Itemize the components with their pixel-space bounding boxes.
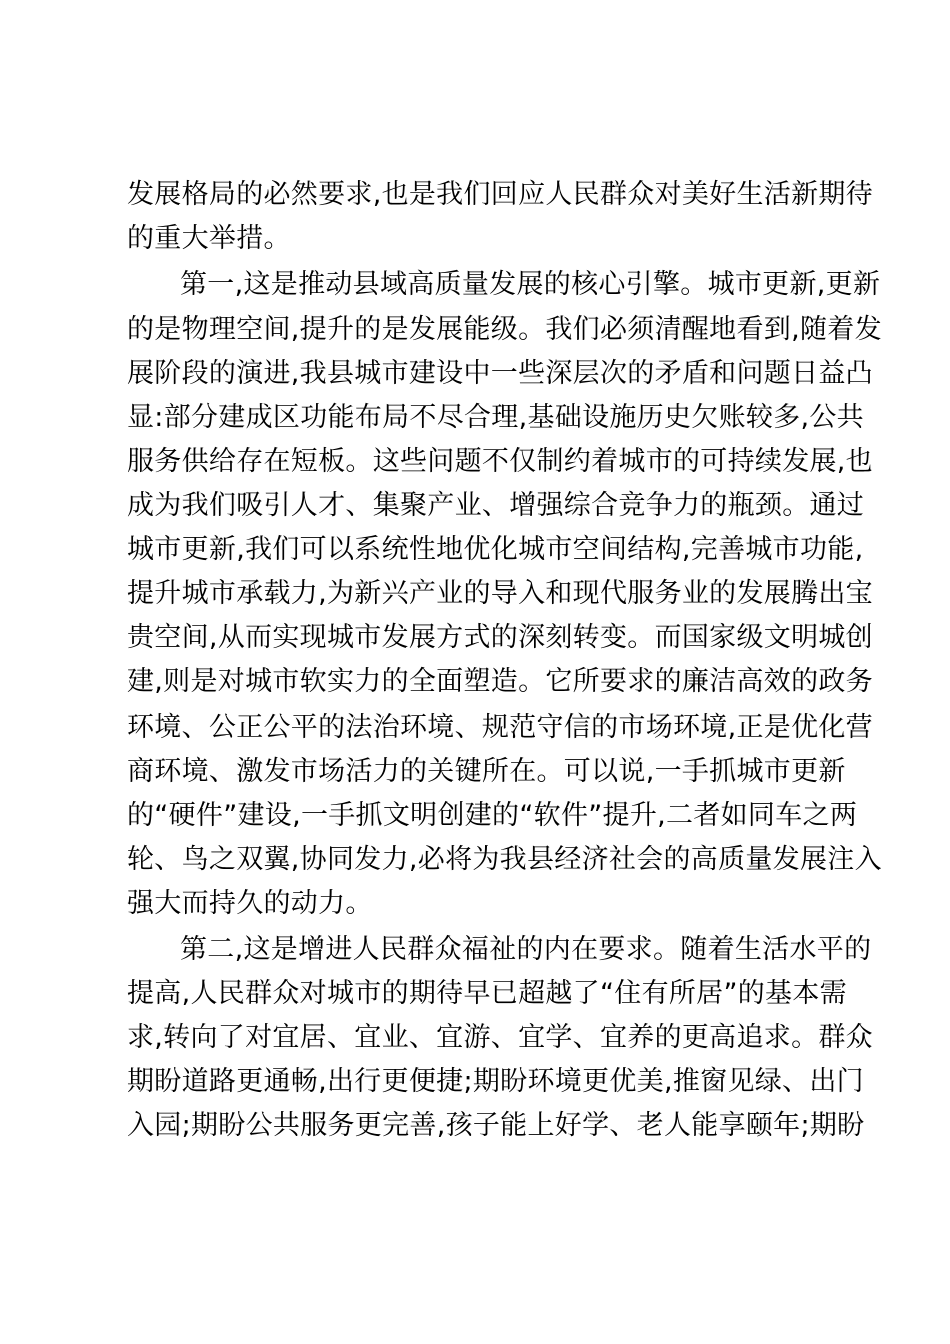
text-line: 强大而持久的动力。	[127, 888, 373, 919]
text-line: 的重大举措。	[127, 223, 291, 254]
text-line: 成为我们吸引人才、集聚产业、增强综合竞争力的瓶颈。通过	[127, 490, 865, 521]
text-line: 发展格局的必然要求,也是我们回应人民群众对美好生活新期待	[127, 179, 873, 210]
text-line: 期盼道路更通畅,出行更便捷;期盼环境更优美,推窗见绿、出门	[127, 1066, 864, 1097]
text-line: 的是物理空间,提升的是发展能级。我们必须清醒地看到,随着发	[127, 314, 882, 345]
text-line: 提升城市承载力,为新兴产业的导入和现代服务业的发展腾出宝	[127, 578, 873, 609]
text-line: 的“硬件”建设,一手抓文明创建的“软件”提升,二者如同车之两	[127, 800, 858, 831]
paragraph-first-line: 第二,这是增进人民群众福祉的内在要求。随着生活水平的	[180, 934, 872, 965]
text-line: 服务供给存在短板。这些问题不仅制约着城市的可持续发展,也	[127, 446, 873, 477]
text-line: 轮、鸟之双翼,协同发力,必将为我县经济社会的高质量发展注入	[127, 844, 882, 875]
text-line: 建,则是对城市软实力的全面塑造。它所要求的廉洁高效的政务	[127, 666, 873, 697]
text-line: 提高,人民群众对城市的期待早已超越了“住有所居”的基本需	[127, 978, 847, 1009]
text-line: 环境、公正公平的法治环境、规范守信的市场环境,正是优化营	[127, 712, 873, 743]
paragraph-first-line: 第一,这是推动县域高质量发展的核心引擎。城市更新,更新	[180, 269, 881, 300]
text-line: 入园;期盼公共服务更完善,孩子能上好学、老人能享颐年;期盼	[127, 1110, 865, 1141]
text-line: 商环境、激发市场活力的关键所在。可以说,一手抓城市更新	[127, 756, 846, 787]
text-line: 展阶段的演进,我县城市建设中一些深层次的矛盾和问题日益凸	[127, 358, 873, 389]
text-line: 求,转向了对宜居、宜业、宜游、宜学、宜养的更高追求。群众	[127, 1022, 873, 1053]
text-line: 城市更新,我们可以系统性地优化城市空间结构,完善城市功能,	[127, 534, 864, 565]
text-line: 贵空间,从而实现城市发展方式的深刻转变。而国家级文明城创	[127, 622, 873, 653]
text-line: 显:部分建成区功能布局不尽合理,基础设施历史欠账较多,公共	[127, 402, 864, 433]
